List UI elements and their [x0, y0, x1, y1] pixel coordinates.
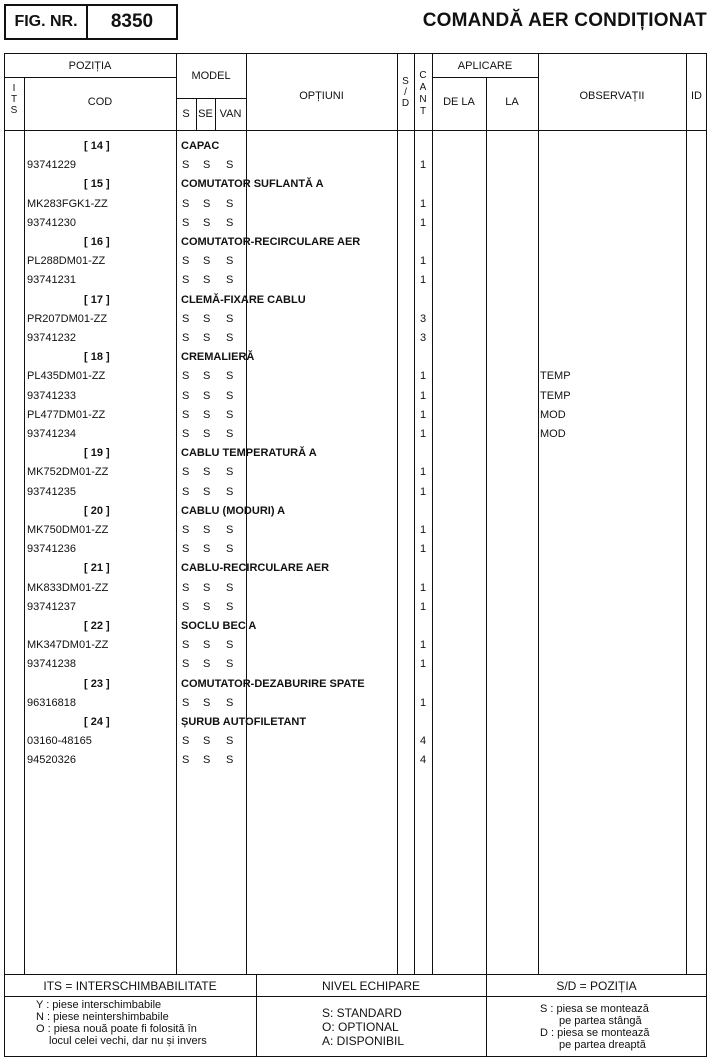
- position-number: [ 20 ]: [84, 504, 110, 517]
- model-s-value: S: [182, 754, 190, 767]
- part-description: CLEMĂ-FIXARE CABLU: [181, 293, 306, 306]
- model-s-value: S: [182, 524, 190, 536]
- model-s-value: S: [182, 696, 190, 709]
- part-description: CAPAC: [181, 140, 220, 152]
- model-se-value: S: [203, 485, 211, 498]
- table-row: [0, 367, 711, 386]
- model-se-value: S: [203, 312, 211, 325]
- part-code: 94520326: [27, 754, 76, 767]
- position-number: [ 21 ]: [84, 562, 110, 575]
- table-row: [0, 483, 711, 502]
- observation-value: MOD: [540, 408, 566, 421]
- model-s-value: S: [182, 274, 190, 287]
- model-van-value: S: [226, 466, 234, 479]
- quantity-value: 1: [420, 428, 427, 440]
- header-la: LA: [505, 96, 519, 108]
- sd-letter-s: S: [402, 76, 409, 87]
- model-se-value: S: [203, 754, 211, 767]
- model-se-value: S: [203, 543, 211, 556]
- model-se-value: S: [203, 159, 211, 172]
- model-se-value: S: [203, 332, 211, 344]
- model-se-value: S: [203, 696, 211, 709]
- part-code: 93741230: [27, 216, 76, 229]
- part-code: 93741231: [27, 274, 76, 287]
- sd-slash: /: [404, 87, 407, 98]
- position-number: [ 23 ]: [84, 677, 110, 690]
- model-s-value: S: [182, 332, 190, 344]
- part-code: 93741235: [27, 485, 76, 498]
- model-s-value: S: [182, 658, 190, 671]
- header-model-s: S: [182, 108, 190, 120]
- model-s-value: S: [182, 389, 190, 402]
- part-code: 93741232: [27, 332, 76, 344]
- model-van-value: S: [226, 428, 234, 440]
- table-row: [0, 329, 711, 348]
- header-model-se: SE: [198, 108, 213, 120]
- model-se-value: S: [203, 658, 211, 671]
- quantity-value: 1: [420, 600, 427, 613]
- position-header-row: [0, 233, 711, 252]
- position-number: [ 24 ]: [84, 716, 110, 728]
- quantity-value: 1: [420, 466, 427, 479]
- table-row: [0, 694, 711, 713]
- quantity-value: 1: [420, 255, 427, 268]
- model-s-value: S: [182, 197, 190, 210]
- sd-legend-d-cont: pe partea dreaptă: [559, 1039, 646, 1051]
- header-its: [4, 83, 24, 116]
- model-s-value: S: [182, 466, 190, 479]
- model-s-value: S: [182, 600, 190, 613]
- position-header-row: [0, 137, 711, 156]
- footer-its-title: ITS = INTERSCHIMBABILITATE: [43, 979, 217, 993]
- model-s-value: S: [182, 370, 190, 383]
- part-code: 93741238: [27, 658, 76, 671]
- model-van-value: S: [226, 543, 234, 556]
- table-row: [0, 751, 711, 770]
- part-description: CREMALIERĂ: [181, 351, 255, 364]
- position-header-row: [0, 175, 711, 194]
- quantity-value: 1: [420, 485, 427, 498]
- model-van-value: S: [226, 735, 234, 748]
- quantity-value: 1: [420, 159, 427, 172]
- footer-its-legend: [36, 999, 207, 1047]
- model-s-value: S: [182, 216, 190, 229]
- observation-value: TEMP: [540, 389, 571, 402]
- sd-legend-s-cont: pe partea stângă: [559, 1015, 642, 1027]
- position-header-row: [0, 348, 711, 367]
- quantity-value: 1: [420, 658, 427, 671]
- sd-legend-s: S : piesa se montează: [540, 1003, 649, 1015]
- footer-nivel-title: NIVEL ECHIPARE: [321, 979, 421, 993]
- observation-value: MOD: [540, 428, 566, 440]
- table-row: [0, 425, 711, 444]
- position-header-row: [0, 559, 711, 578]
- model-se-value: S: [203, 216, 211, 229]
- part-description: COMUTATOR SUFLANTĂ A: [181, 178, 324, 191]
- quantity-value: 1: [420, 370, 427, 383]
- figure-label: FIG. NR.: [6, 6, 88, 38]
- quantity-value: 3: [420, 332, 427, 344]
- footer-sd-legend: [540, 1003, 649, 1051]
- part-code: PL435DM01-ZZ: [27, 370, 106, 383]
- quantity-value: 1: [420, 696, 427, 709]
- model-van-value: S: [226, 255, 234, 268]
- model-divider: [176, 98, 246, 99]
- part-code: 93741237: [27, 600, 76, 613]
- model-van-value: S: [226, 216, 234, 229]
- part-code: MK752DM01-ZZ: [27, 466, 109, 479]
- quantity-value: 3: [420, 312, 427, 325]
- model-van-value: S: [226, 639, 234, 652]
- table-row: [0, 271, 711, 290]
- footer-top-line: [4, 974, 707, 975]
- table-row: [0, 579, 711, 598]
- position-header-row: [0, 713, 711, 732]
- aplicare-divider: [432, 77, 538, 78]
- table-row: [0, 387, 711, 406]
- model-van-value: S: [226, 197, 234, 210]
- nivel-standard: S: STANDARD: [322, 1006, 402, 1020]
- table-row: [0, 521, 711, 540]
- figure-number: 8350: [110, 11, 154, 32]
- header-optiuni: OPȚIUNI: [299, 90, 344, 102]
- page-title: COMANDĂ AER CONDIȚIONAT: [422, 10, 707, 31]
- position-header-row: [0, 502, 711, 521]
- part-code: MK833DM01-ZZ: [27, 581, 109, 594]
- model-van-value: S: [226, 370, 234, 383]
- model-s-value: S: [182, 159, 190, 172]
- quantity-value: 1: [420, 581, 427, 594]
- cant-letter-t: T: [419, 106, 427, 117]
- table-row: [0, 214, 711, 233]
- sd-letter-d: D: [401, 98, 410, 109]
- model-se-value: S: [203, 274, 211, 287]
- quantity-value: 1: [420, 389, 427, 402]
- model-se-value: S: [203, 428, 211, 440]
- table-row: [0, 195, 711, 214]
- model-s-value: S: [182, 485, 190, 498]
- its-legend-n: N : piese neintershimbabile: [36, 1011, 169, 1023]
- position-number: [ 19 ]: [84, 447, 110, 460]
- position-number: [ 15 ]: [84, 178, 110, 191]
- footer-head-line: [4, 996, 707, 997]
- model-s-value: S: [182, 735, 190, 748]
- position-number: [ 18 ]: [84, 351, 110, 364]
- footer-nivel-legend: [322, 1006, 404, 1048]
- model-van-value: S: [226, 581, 234, 594]
- part-code: MK347DM01-ZZ: [27, 639, 109, 652]
- part-code: PL477DM01-ZZ: [27, 408, 106, 421]
- quantity-value: 1: [420, 216, 427, 229]
- model-van-value: S: [226, 754, 234, 767]
- part-description: SOCLU BEC A: [181, 620, 257, 632]
- header-bottom-line: [4, 130, 707, 131]
- model-van-value: S: [226, 696, 234, 709]
- nivel-disponibil: A: DISPONIBIL: [322, 1034, 405, 1048]
- figure-number-box: [4, 4, 178, 40]
- its-legend-y: Y : piese interschimbabile: [36, 999, 162, 1011]
- position-number: [ 16 ]: [84, 236, 110, 248]
- observation-value: TEMP: [540, 370, 571, 383]
- position-header-row: [0, 444, 711, 463]
- header-aplicare: APLICARE: [457, 60, 513, 72]
- part-code: 03160-48165: [27, 735, 92, 748]
- footer-sd-title: S/D = POZIȚIA: [556, 979, 637, 993]
- model-s-value: S: [182, 543, 190, 556]
- quantity-value: 1: [420, 274, 427, 287]
- part-description: COMUTATOR-DEZABURIRE SPATE: [181, 677, 365, 690]
- model-van-value: S: [226, 658, 234, 671]
- part-description: CABLU (MODURI) A: [181, 504, 286, 517]
- model-s-value: S: [182, 428, 190, 440]
- header-de-la: DE LA: [443, 96, 475, 108]
- table-row: [0, 655, 711, 674]
- header-model: MODEL: [191, 70, 231, 82]
- its-letter-t: T: [10, 94, 18, 105]
- model-van-value: S: [226, 274, 234, 287]
- pozitia-divider: [4, 77, 176, 78]
- position-header-row: [0, 291, 711, 310]
- model-se-value: S: [203, 370, 211, 383]
- part-description: CABLU-RECIRCULARE AER: [181, 562, 330, 575]
- part-code: MK283FGK1-ZZ: [27, 197, 108, 210]
- position-header-row: [0, 617, 711, 636]
- quantity-value: 4: [420, 754, 427, 767]
- table-row: [0, 463, 711, 482]
- quantity-value: 4: [420, 735, 427, 748]
- position-header-row: [0, 675, 711, 694]
- model-s-value: S: [182, 408, 190, 421]
- model-se-value: S: [203, 255, 211, 268]
- model-se-value: S: [203, 600, 211, 613]
- header-cod: COD: [87, 96, 113, 108]
- model-van-value: S: [226, 485, 234, 498]
- quantity-value: 1: [420, 197, 427, 210]
- model-van-value: S: [226, 600, 234, 613]
- table-row: [0, 406, 711, 425]
- header-model-van: VAN: [219, 108, 242, 120]
- quantity-value: 1: [420, 524, 427, 536]
- model-se-value: S: [203, 466, 211, 479]
- cant-letter-a: A: [419, 82, 427, 93]
- model-s-value: S: [182, 639, 190, 652]
- quantity-value: 1: [420, 543, 427, 556]
- part-code: 93741236: [27, 543, 76, 556]
- table-row: [0, 310, 711, 329]
- its-letter-i: I: [12, 83, 16, 94]
- sd-legend-d: D : piesa se montează: [540, 1027, 650, 1039]
- model-se-value: S: [203, 197, 211, 210]
- model-s-value: S: [182, 581, 190, 594]
- quantity-value: 1: [420, 408, 427, 421]
- cant-letter-n: N: [419, 94, 427, 105]
- header-id: ID: [691, 90, 702, 102]
- cant-letter-c: C: [419, 70, 427, 81]
- model-se-value: S: [203, 408, 211, 421]
- model-se-value: S: [203, 581, 211, 594]
- part-description: CABLU TEMPERATURĂ A: [181, 447, 317, 460]
- part-code: 93741234: [27, 428, 76, 440]
- model-se-value: S: [203, 735, 211, 748]
- its-letter-s: S: [10, 105, 18, 116]
- part-code: MK750DM01-ZZ: [27, 524, 109, 536]
- table-row: [0, 732, 711, 751]
- model-se-value: S: [203, 524, 211, 536]
- header-observatii: OBSERVAȚII: [579, 90, 645, 102]
- its-legend-o: O : piesa nouă poate fi folosită în: [36, 1023, 197, 1035]
- position-number: [ 22 ]: [84, 620, 110, 632]
- model-van-value: S: [226, 332, 234, 344]
- table-row: [0, 156, 711, 175]
- table-row: [0, 252, 711, 271]
- part-code: 93741229: [27, 159, 76, 172]
- model-van-value: S: [226, 159, 234, 172]
- model-van-value: S: [226, 524, 234, 536]
- model-s-value: S: [182, 255, 190, 268]
- part-code: 96316818: [27, 696, 76, 709]
- part-description: ȘURUB AUTOFILETANT: [181, 716, 307, 728]
- part-code: PR207DM01-ZZ: [27, 312, 108, 325]
- position-number: [ 14 ]: [84, 140, 110, 152]
- table-row: [0, 540, 711, 559]
- model-se-value: S: [203, 389, 211, 402]
- model-se-value: S: [203, 639, 211, 652]
- model-van-value: S: [226, 408, 234, 421]
- part-description: COMUTATOR-RECIRCULARE AER: [181, 236, 361, 248]
- model-s-value: S: [182, 312, 190, 325]
- nivel-optional: O: OPTIONAL: [322, 1020, 399, 1034]
- part-code: PL288DM01-ZZ: [27, 255, 106, 268]
- its-legend-o-cont: locul celei vechi, dar nu și invers: [49, 1035, 207, 1047]
- model-van-value: S: [226, 389, 234, 402]
- header-cant: [414, 70, 432, 118]
- table-row: [0, 636, 711, 655]
- header-sd: [397, 76, 414, 109]
- table-row: [0, 598, 711, 617]
- header-pozitia: POZIȚIA: [68, 60, 112, 72]
- position-number: [ 17 ]: [84, 293, 110, 306]
- quantity-value: 1: [420, 639, 427, 652]
- part-code: 93741233: [27, 389, 76, 402]
- model-van-value: S: [226, 312, 234, 325]
